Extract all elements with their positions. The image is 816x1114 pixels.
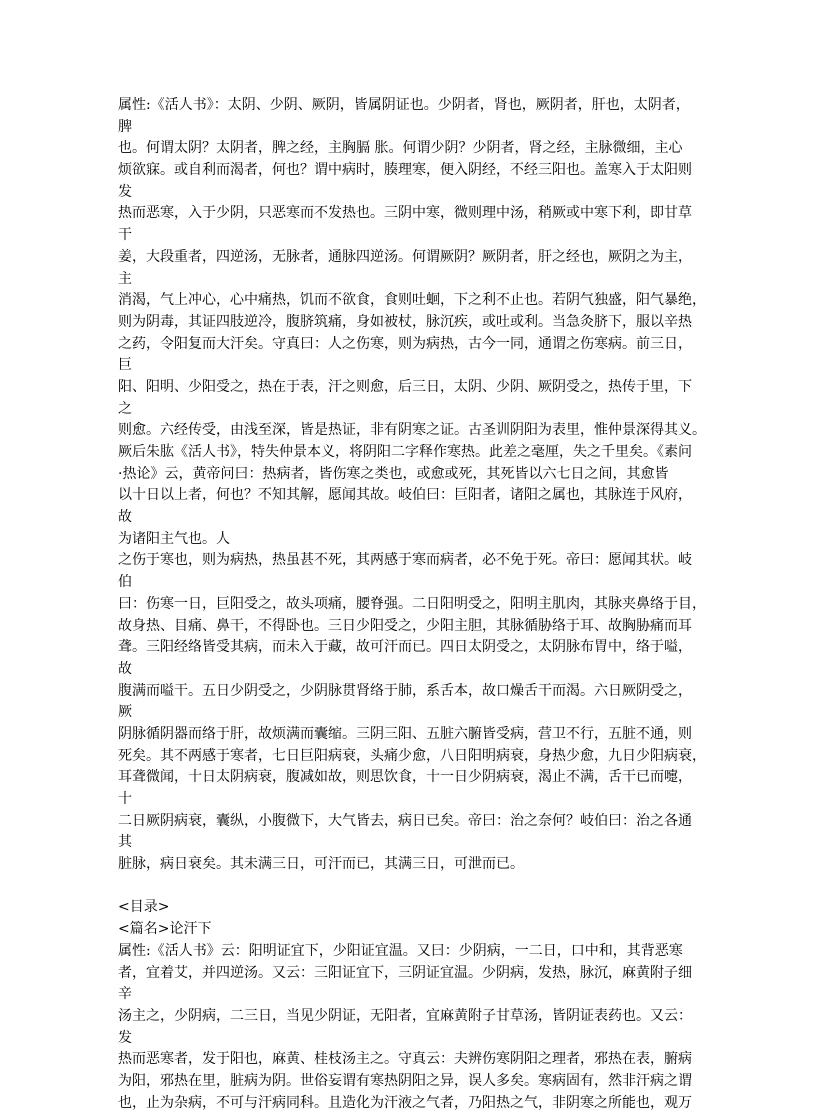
- text-line: 热而恶寒者，发于阳也，麻黄、桂枝汤主之。守真云：夫辨伤寒阴阳之理者，邪热在表，腑病: [118, 1051, 692, 1068]
- text-line: 曰：伤寒一日，巨阳受之，故头项痛，腰脊强。二日阳明受之，阳明主肌肉，其脉夹鼻络于目，: [118, 595, 706, 612]
- text-line: 聋。三阳经络皆受其病，而未入于藏，故可汗而已。四日太阴受之，太阴脉布胃中，络于嗌，: [118, 639, 692, 656]
- text-line: 者，宜着艾，并四逆汤。又云：三阳证宜下，三阴证宜温。少阴病，发热，脉沉，麻黄附子细: [118, 964, 692, 981]
- section-huoren-yinzheng: [118, 95, 706, 876]
- text-line: 主: [118, 270, 132, 287]
- section-lun-han-xia: [118, 897, 700, 1114]
- paragraph-gap: [118, 876, 700, 898]
- text-line: 厥后朱肱《活人书》，特失仲景本义，将阴阳二字释作寒热。此差之毫厘，失之千里矣。《素问: [118, 444, 692, 460]
- text-line: 辛: [118, 986, 132, 1003]
- text-line: 热而恶寒，入于少阴，只恶寒而不发热也。三阴中寒，微则理中汤，稍厥或中寒下利，即甘草: [118, 205, 692, 222]
- text-line: 之伤于寒也，则为病热，热虽甚不死，其两感于寒而病者，必不免于死。帝曰：愿闻其状。岐: [118, 552, 692, 569]
- text-line: 为阳，邪热在里，脏病为阴。世俗妄谓有寒热阴阳之异，误人多矣。寒病固有，然非汗病之谓: [118, 1072, 692, 1089]
- text-line: 耳聋微闻，十日太阴病衰，腹减如故，则思饮食，十一日少阴病衰，渴止不满，舌干已而嚏，: [118, 769, 692, 786]
- text-line: 为诸阳主气也。人: [118, 530, 230, 547]
- text-line: 伯: [118, 574, 132, 591]
- text-line: 则为阴毒，其证四肢逆冷，腹脐筑痛，身如被杖，脉沉疾，或吐或利。当急灸脐下，服以辛热: [118, 313, 692, 330]
- document-page: [118, 95, 706, 1114]
- text-line: 属性:《活人书》云：阳明证宜下，少阳证宜温。又曰：少阴病，一二日，口中和，其背恶寒: [118, 942, 683, 959]
- text-line: 发: [118, 1029, 132, 1046]
- text-line: 也，止为杂病，不可与汗病同科。且造化为汗液之气者，乃阳热之气，非阴寒之所能也，观万: [118, 1094, 692, 1111]
- text-line: 属性:《活人书》：太阴、少阴、厥阴，皆属阴证也。少阴者，肾也，厥阴者，肝也，太阴者，: [118, 97, 690, 113]
- text-line: 阴脉循阴器而络于肝，故烦满而囊缩。三阴三阳、五脏六腑皆受病，营卫不行，五脏不通，则: [118, 725, 692, 742]
- text-line: ·热论》云，黄帝问曰：热病者，皆伤寒之类也，或愈或死，其死皆以六七日之间，其愈皆: [118, 465, 669, 482]
- text-line: 汤主之，少阴病，二三日，当见少阴证，无阳者，宜麻黄附子甘草汤，皆阴证表药也。又云：: [118, 1007, 692, 1024]
- section-body: [118, 941, 700, 1114]
- text-line: 脾: [118, 118, 132, 135]
- text-line: 故: [118, 509, 132, 526]
- text-line: 姜，大段重者，四逆汤，无脉者，通脉四逆汤。何谓厥阴？厥阴者，肝之经也，厥阴之为主，: [118, 248, 692, 265]
- text-line: 巨: [118, 357, 132, 374]
- text-line: 死矣。其不两感于寒者，七日巨阳病衰，头痛少愈，八日阳明病衰，身热少愈，九日少阳病衰，: [118, 747, 706, 764]
- text-line: 腹满而嗌干。五日少阴受之，少阴脉贯肾络于肺，系舌本，故口燥舌干而渴。六日厥阴受之，: [118, 682, 692, 699]
- text-line: 十: [118, 791, 132, 807]
- text-line: 二日厥阴病衰，囊纵，小腹微下，大气皆去，病日已矣。帝曰：治之奈何？岐伯曰：治之各通: [118, 812, 692, 829]
- text-line: 也。何谓太阴？太阴者，脾之经，主胸膈 胀。何谓少阴？少阴者，肾之经，主脉微细，主心: [118, 140, 683, 157]
- text-line: 发: [118, 183, 132, 200]
- text-line: 脏脉，病日衰矣。其未满三日，可汗而已，其满三日，可泄而已。: [118, 856, 524, 873]
- text-line: 烦欲寐。或自利而渴者，何也？谓中病时，腠理寒，便入阴经，不经三阳也。盖寒入于太阳则: [118, 162, 692, 179]
- text-line: 厥: [118, 704, 132, 721]
- text-line: 阳、阳明、少阳受之，热在于表，汗之则愈，后三日，太阴、少阴、厥阴受之，热传于里，下: [118, 378, 692, 395]
- text-line: 故身热、目痛、鼻干，不得卧也。三日少阳受之，少阳主胆，其脉循胁络于耳、故胸胁痛而耳: [118, 617, 692, 634]
- text-line: 则愈。六经传受，由浅至深，皆是热证，非有阴寒之证。古圣训阴阳为表里，惟仲景深得其义。: [118, 422, 706, 439]
- text-line: 之药，令阳复而大汗矣。守真曰：人之伤寒，则为病热，古今一同，通谓之伤寒病。前三日，: [118, 335, 692, 352]
- text-line: 以十日以上者，何也？不知其解，愿闻其故。岐伯曰：巨阳者，诸阳之属也，其脉连于风府，: [118, 487, 692, 504]
- catalog-tag: <目录>: [118, 899, 170, 916]
- text-line: 故: [118, 660, 132, 677]
- chapter-title: <篇名>论汗下: [118, 921, 212, 938]
- text-line: 消渴，气上冲心，心中痛热，饥而不欲食，食则吐蛔，下之利不止也。若阴气独盛，阳气暴绝，: [118, 292, 706, 309]
- text-line: 干: [118, 227, 132, 244]
- text-line: 其: [118, 834, 132, 851]
- text-line: 之: [118, 400, 132, 417]
